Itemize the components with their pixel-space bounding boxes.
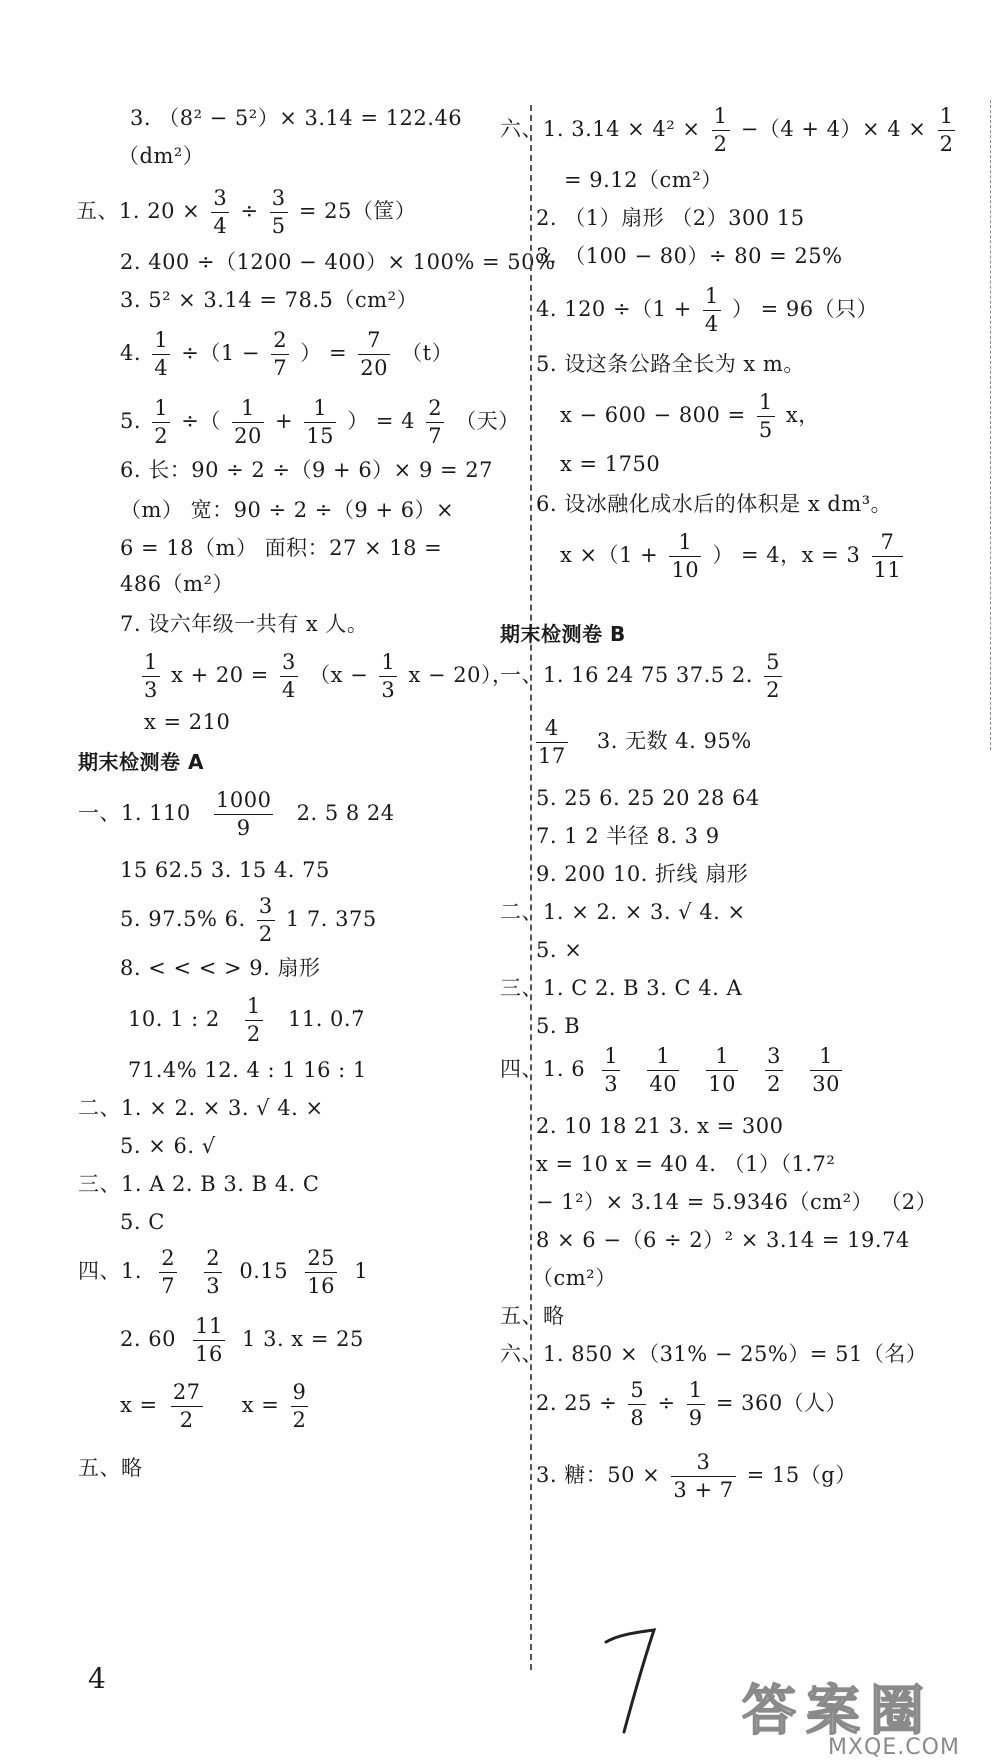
watermark-glyph-2: 案 (806, 1679, 861, 1742)
fraction: $\frac{3}{3 + 7}$ (673, 1450, 734, 1502)
r6-item3: 3. （100 − 80）÷ 80 = 25% (536, 244, 843, 268)
b4-line1: 四、1. 6 $\frac{1}{3}$ $\frac{1}{40}$ $\frac{1}{10}$ $\frac{3}{2}$ $\frac{1}{30}$ (500, 1044, 840, 1096)
heading-exam-a: 期末检测卷 A (78, 750, 204, 774)
fraction: $\frac{1}{2}$ (246, 994, 261, 1046)
b5-line: 五、略 (500, 1304, 565, 1328)
s5-item5: 5. $\frac{1}{2}$ ÷（ $\frac{1}{20}$ + $\frac{1}{15}$ ） = 4 $\frac{2}{7}$ （天） (120, 396, 520, 448)
s5-item6-line3: 6 = 18（m） 面积：27 × 18 = (120, 536, 443, 560)
b6-item2: 2. 25 ÷ $\frac{5}{8}$ ÷ $\frac{1}{9}$ = 360（人） (536, 1378, 848, 1430)
r6-item1-line2: = 9.12（cm²） (564, 168, 723, 192)
fraction: $\frac{27}{2}$ (172, 1380, 201, 1432)
s5-item6-line1: 6. 长：90 ÷ 2 ÷（9 + 6）× 9 = 27 (120, 458, 493, 482)
r6-item1: 六、1. 3.14 × 4² × $\frac{1}{2}$ −（4 + 4）× 4 × $\frac{1}{2}$ (500, 104, 954, 156)
a2-line2: 5. × 6. √ (120, 1134, 216, 1158)
fraction: $\frac{9}{2}$ (292, 1380, 307, 1432)
fraction: $\frac{3}{2}$ (767, 1044, 782, 1096)
b2-line2: 5. × (536, 938, 583, 962)
column-divider (530, 105, 532, 1670)
fraction: $\frac{3}{4}$ (213, 186, 228, 238)
s5-item7-answer: x = 210 (144, 710, 231, 734)
fraction: $\frac{1}{9}$ (688, 1378, 703, 1430)
fraction: $\frac{11}{16}$ (195, 1314, 223, 1366)
fraction: $\frac{1}{3}$ (144, 650, 158, 702)
fraction: $\frac{3}{4}$ (282, 650, 296, 702)
fraction: $\frac{1000}{9}$ (215, 788, 272, 840)
a1-line3: 5. 97.5% 6. $\frac{3}{2}$ 1 7. 375 (120, 894, 377, 946)
b3-line2: 5. B (536, 1014, 581, 1038)
fraction: $\frac{1}{10}$ (671, 530, 700, 582)
b4-line6: （cm²） (532, 1266, 617, 1290)
a1-line1: 一、1. 110 $\frac{1000}{9}$ 2. 5 8 24 (78, 788, 395, 840)
b3-line1: 三、1. C 2. B 3. C 4. A (500, 976, 743, 1000)
fraction: $\frac{1}{10}$ (708, 1044, 736, 1096)
watermark-glyph-3: 圈 (870, 1679, 925, 1742)
b2-line1: 二、1. × 2. × 3. √ 4. × (500, 900, 746, 924)
r6-item2: 2. （1）扇形 （2）300 15 (536, 206, 805, 230)
fraction: $\frac{1}{15}$ (306, 396, 335, 448)
a1-line2: 15 62.5 3. 15 4. 75 (120, 858, 330, 882)
a3-line1: 三、1. A 2. B 3. B 4. C (78, 1172, 320, 1196)
watermark-url: MXQE.COM (828, 1735, 960, 1760)
fraction: $\frac{2}{7}$ (273, 328, 288, 380)
a4-line3: x = $\frac{27}{2}$ x = $\frac{9}{2}$ (120, 1380, 307, 1432)
b6-item1: 六、1. 850 ×（31% − 25%）= 51（名） (500, 1342, 928, 1366)
fraction: $\frac{5}{8}$ (630, 1378, 645, 1430)
b6-item3: 3. 糖：50 × $\frac{3}{3 + 7}$ = 15（g） (536, 1450, 857, 1502)
heading-exam-b: 期末检测卷 B (500, 622, 626, 646)
fraction: $\frac{1}{5}$ (758, 390, 773, 442)
fraction: $\frac{2}{3}$ (206, 1246, 221, 1298)
margin-guide-line (990, 100, 991, 750)
r6-item4: 4. 120 ÷（1 + $\frac{1}{4}$ ） = 96（只） (536, 284, 879, 336)
a4-line2: 2. 60 $\frac{11}{16}$ 1 3. x = 25 (120, 1314, 364, 1366)
s5-item6-line4: 486（m²） (120, 572, 234, 596)
a1-line4: 8. < < < > 9. 扇形 (120, 956, 321, 980)
r6-item6-line1: 6. 设冰融化成水后的体积是 x dm³。 (536, 492, 893, 516)
a1-line6: 71.4% 12. 4 : 1 16 : 1 (128, 1058, 367, 1082)
fraction: $\frac{7}{20}$ (360, 328, 388, 380)
a4-line1: 四、1. $\frac{2}{7}$ $\frac{2}{3}$ 0.15 $\frac{25}{16}$ 1 (78, 1246, 369, 1298)
fraction: $\frac{5}{2}$ (766, 650, 780, 702)
fraction: $\frac{2}{7}$ (161, 1246, 176, 1298)
fraction: $\frac{2}{7}$ (428, 396, 443, 448)
b4-line3: x = 10 x = 40 4. （1）（1.7² (536, 1152, 836, 1176)
p3-line2: （dm²） (118, 144, 205, 168)
fraction: $\frac{1}{2}$ (154, 396, 169, 448)
handwritten-seven-mark (600, 1620, 660, 1740)
b1-line3: 5. 25 6. 25 20 28 64 (536, 786, 760, 810)
r6-item5-line1: 5. 设这条公路全长为 x m。 (536, 352, 805, 376)
a1-line5: 10. 1 : 2 $\frac{1}{2}$ 11. 0.7̇ (128, 994, 365, 1046)
fraction: $\frac{1}{2}$ (713, 104, 728, 156)
fraction: $\frac{1}{4}$ (704, 284, 719, 336)
fraction: $\frac{1}{3}$ (381, 650, 396, 702)
b4-line2: 2. 10 18 21 3. x = 300 (536, 1114, 784, 1138)
s5-item3: 3. 5² × 3.14 = 78.5（cm²） (120, 288, 418, 312)
b4-line4: − 1²）× 3.14 = 5.9346（cm²） （2） (536, 1190, 938, 1214)
fraction: $\frac{3}{5}$ (271, 186, 286, 238)
fraction: $\frac{4}{17}$ (538, 716, 566, 768)
r6-item5-equation: x − 600 − 800 = $\frac{1}{5}$ x， (560, 390, 820, 442)
page-number: 4 (88, 1662, 107, 1695)
b1-line2: $\frac{4}{17}$ 3. 无数 4. 95% (538, 716, 752, 768)
fraction: $\frac{1}{2}$ (939, 104, 954, 156)
watermark-glyph-1: 答 (742, 1679, 797, 1742)
a5-line: 五、略 (78, 1456, 143, 1480)
p3-line1: 3. （8² − 5²）× 3.14 = 122.46 (130, 106, 463, 130)
r6-item6-equation: x ×（1 + $\frac{1}{10}$ ） = 4，x = 3 $\frac{7}{11}$ (560, 530, 902, 582)
s5-item2: 2. 400 ÷（1200 − 400）× 100% = 50% (120, 250, 556, 274)
s5-item1-prefix: 五、1. 20 × (76, 199, 201, 223)
fraction: $\frac{3}{2}$ (258, 894, 273, 946)
fraction: $\frac{1}{40}$ (649, 1044, 678, 1096)
b1-line1: 一、1. 16 24 75 37.5 2. $\frac{5}{2}$ (500, 650, 780, 702)
s5-item7-line1: 7. 设六年级一共有 x 人。 (120, 612, 369, 636)
s5-item1: 五、1. 20 × $\frac{3}{4}$ ÷ $\frac{3}{5}$ = 25（筐） (76, 186, 417, 238)
s5-item4: 4. $\frac{1}{4}$ ÷（1 − $\frac{2}{7}$ ） = $\frac{7}{20}$ （t） (120, 328, 454, 380)
fraction: $\frac{1}{20}$ (234, 396, 262, 448)
b4-line5: 8 × 6 −（6 ÷ 2）² × 3.14 = 19.74 (536, 1228, 910, 1252)
a2-line1: 二、1. × 2. × 3. √ 4. × (78, 1096, 324, 1120)
b1-line5: 9. 200 10. 折线 扇形 (536, 862, 749, 886)
fraction: $\frac{1}{3}$ (604, 1044, 619, 1096)
b1-line4: 7. 1 2 半径 8. 3 9 (536, 824, 720, 848)
fraction: $\frac{1}{30}$ (812, 1044, 840, 1096)
fraction: $\frac{7}{11}$ (873, 530, 902, 582)
s5-item7-equation: $\frac{1}{3}$ x + 20 = $\frac{3}{4}$ （x − $\frac{1}{3}$ x − 20）， (144, 650, 514, 702)
fraction: $\frac{25}{16}$ (307, 1246, 336, 1298)
r6-item5-answer: x = 1750 (560, 452, 661, 476)
a3-line2: 5. C (120, 1210, 165, 1234)
fraction: $\frac{1}{4}$ (154, 328, 169, 380)
s5-item6-line2: （m） 宽：90 ÷ 2 ÷（9 + 6）× (120, 498, 455, 522)
